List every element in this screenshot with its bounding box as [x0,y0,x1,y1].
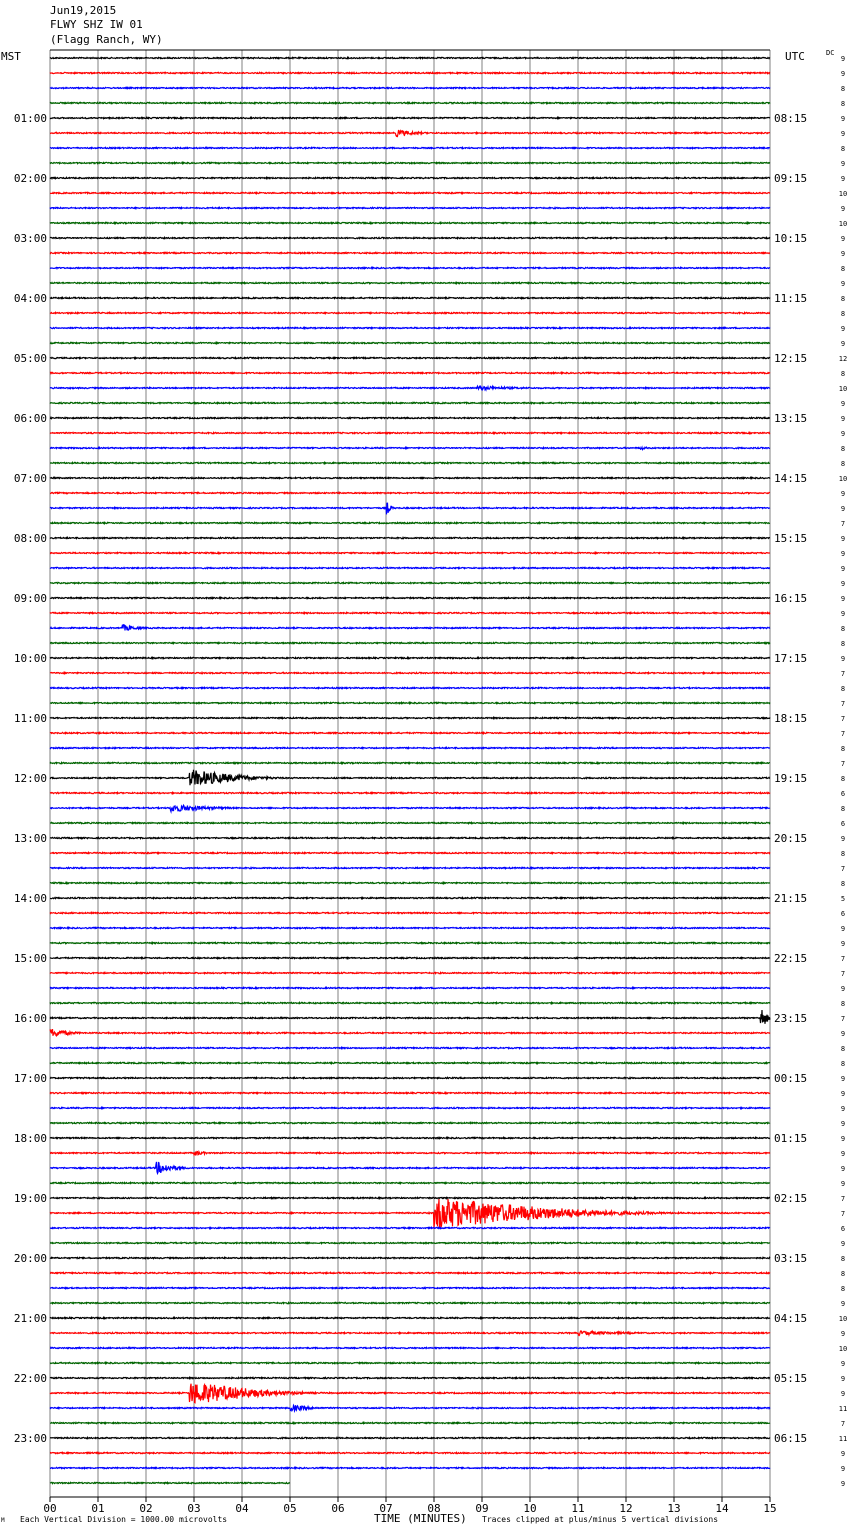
seismic-trace [50,252,770,253]
seismic-trace [50,1405,770,1411]
left-hour-label: 22:00 [13,1372,47,1385]
dc-value-label: 9 [840,175,846,183]
seismic-trace [50,342,770,343]
seismic-trace [50,732,770,733]
seismic-trace [50,1107,770,1108]
left-hour-label: 14:00 [13,892,47,905]
dc-value-label: 9 [840,655,846,663]
dc-value-label: 6 [840,820,846,828]
left-hour-label: 20:00 [13,1252,47,1265]
right-hour-label: 20:15 [774,832,808,845]
right-hour-label: 11:15 [774,292,808,305]
left-hour-label: 16:00 [13,1012,47,1025]
seismic-trace [50,882,770,883]
dc-value-label: 8 [840,85,846,93]
dc-value-label: 7 [840,970,846,978]
right-hour-label: 22:15 [774,952,808,965]
seismic-trace [50,1199,770,1229]
corner-mark: M [1,1517,5,1524]
seismic-trace [50,462,770,463]
dc-value-label: 9 [840,325,846,333]
left-hour-label: 17:00 [13,1072,47,1085]
seismic-trace [50,822,770,823]
seismic-trace [50,192,770,193]
seismic-trace [50,702,770,703]
right-hour-label: 15:15 [774,532,808,545]
seismic-trace [50,672,770,673]
seismic-trace [50,87,770,88]
dc-value-label: 9 [840,1135,846,1143]
dc-value-label: 8 [840,640,846,648]
dc-value-label: 8 [840,265,846,273]
seismic-trace [50,131,770,137]
left-hour-label: 08:00 [13,532,47,545]
x-tick-label: 05 [283,1502,297,1515]
seismic-trace [50,386,770,390]
dc-value-label: 8 [840,1255,846,1263]
seismic-trace [50,1047,770,1048]
seismic-trace [50,477,770,478]
right-hour-label: 06:15 [774,1432,808,1445]
date-label: Jun19,2015 [50,4,117,17]
dc-value-label: 5 [840,895,846,903]
seismic-trace [50,1362,770,1363]
seismic-trace [50,1122,770,1123]
x-tick-label: 03 [187,1502,201,1515]
dc-value-label: 8 [840,1270,846,1278]
right-hour-label: 12:15 [774,352,808,365]
dc-value-label: 8 [840,685,846,693]
dc-value-label: 10 [838,220,848,228]
dc-value-label: 9 [840,505,846,513]
seismic-trace [50,492,770,493]
seismic-trace [50,1002,770,1003]
seismic-trace [50,102,770,103]
seismic-trace [50,267,770,268]
right-hour-label: 08:15 [774,112,808,125]
dc-value-label: 7 [840,700,846,708]
seismic-trace [50,432,770,433]
dc-value-label: 9 [840,835,846,843]
dc-value-label: 8 [840,745,846,753]
seismic-trace [50,1137,770,1138]
dc-value-label: 6 [840,1225,846,1233]
seismic-trace [50,942,770,943]
seismic-trace [50,162,770,163]
dc-value-label: 8 [840,880,846,888]
dc-value-label: 9 [840,340,846,348]
right-hour-label: 18:15 [774,712,808,725]
dc-value-label: 9 [840,70,846,78]
dc-value-label: 9 [840,610,846,618]
station-label: FLWY SHZ IW 01 [50,18,143,31]
seismic-trace [50,1272,770,1273]
seismic-trace [50,1010,770,1024]
dc-value-label: 9 [840,565,846,573]
dc-value-label: 9 [840,595,846,603]
dc-value-label: 10 [838,1315,848,1323]
x-tick-label: 07 [379,1502,393,1515]
left-hour-label: 15:00 [13,952,47,965]
dc-value-label: 7 [840,955,846,963]
seismic-trace [50,372,770,373]
seismic-trace [50,312,770,313]
seismic-trace [50,1257,770,1258]
right-hour-label: 21:15 [774,892,808,905]
left-hour-label: 03:00 [13,232,47,245]
left-hour-label: 11:00 [13,712,47,725]
x-tick-label: 01 [91,1502,105,1515]
dc-value-label: 7 [840,1015,846,1023]
seismic-trace [50,612,770,613]
dc-value-label: 9 [840,1375,846,1383]
seismic-trace [50,762,770,763]
seismic-trace [50,912,770,913]
dc-value-label: 8 [840,775,846,783]
right-hour-label: 00:15 [774,1072,808,1085]
seismic-trace [50,1422,770,1423]
seismic-trace [50,1347,770,1348]
seismic-trace [50,357,770,358]
seismic-trace [50,522,770,523]
seismic-trace [50,117,770,118]
seismic-trace [50,177,770,178]
dc-value-label: 7 [840,670,846,678]
dc-value-label: 9 [840,1165,846,1173]
dc-value-label: 9 [840,205,846,213]
dc-header-label: DC [826,49,835,57]
dc-value-label: 8 [840,100,846,108]
seismic-trace [50,1197,770,1198]
seismic-trace [50,1077,770,1078]
dc-value-label: 9 [840,1180,846,1188]
seismic-trace [50,72,770,73]
dc-value-label: 8 [840,445,846,453]
right-hour-label: 03:15 [774,1252,808,1265]
seismic-trace [50,503,770,514]
clip-note: Traces clipped at plus/minus 5 vertical divisions [482,1515,719,1524]
dc-value-label: 9 [840,1090,846,1098]
scale-note: Each Vertical Division = 1000.00 microvolts [20,1515,228,1524]
dc-value-label: 9 [840,415,846,423]
seismic-trace [50,1227,770,1228]
seismic-trace [50,57,770,58]
dc-value-label: 9 [840,160,846,168]
left-hour-label: 01:00 [13,112,47,125]
dc-value-label: 6 [840,790,846,798]
dc-value-label: 10 [838,385,848,393]
right-hour-label: 17:15 [774,652,808,665]
seismic-trace [50,237,770,238]
dc-value-label: 9 [840,1330,846,1338]
seismic-trace [50,1467,770,1468]
dc-value-label: 7 [840,520,846,528]
seismic-trace [50,1029,770,1036]
dc-value-label: 11 [838,1405,848,1413]
dc-value-label: 8 [840,1060,846,1068]
right-hour-label: 16:15 [774,592,808,605]
seismic-trace [50,837,770,838]
right-hour-label: 14:15 [774,472,808,485]
dc-value-label: 9 [840,925,846,933]
dc-value-label: 11 [838,1435,848,1443]
x-tick-label: 13 [667,1502,681,1515]
dc-value-label: 9 [840,1390,846,1398]
dc-value-label: 9 [840,1300,846,1308]
dc-value-label: 9 [840,55,846,63]
seismic-trace [50,582,770,583]
seismic-trace [50,1162,770,1174]
seismic-trace [50,1242,770,1243]
dc-value-label: 9 [840,1450,846,1458]
seismic-trace [50,417,770,418]
left-hour-label: 23:00 [13,1432,47,1445]
right-hour-label: 02:15 [774,1192,808,1205]
seismic-trace [50,207,770,208]
seismic-trace [50,770,770,785]
seismic-trace [50,147,770,148]
left-hour-label: 04:00 [13,292,47,305]
seismic-trace [50,852,770,853]
seismic-trace [50,625,770,631]
left-hour-label: 02:00 [13,172,47,185]
dc-value-label: 8 [840,805,846,813]
right-hour-label: 01:15 [774,1132,808,1145]
seismic-trace [50,897,770,898]
seismic-trace [50,402,770,403]
dc-value-label: 8 [840,295,846,303]
seismic-trace [50,552,770,553]
dc-value-label: 9 [840,940,846,948]
seismic-trace [50,792,770,793]
dc-value-label: 9 [840,1240,846,1248]
dc-value-label: 8 [840,625,846,633]
x-tick-label: 02 [139,1502,153,1515]
dc-value-label: 6 [840,910,846,918]
right-hour-label: 09:15 [774,172,808,185]
seismic-trace [50,687,770,688]
location-label: (Flagg Ranch, WY) [50,33,163,46]
seismic-trace [50,747,770,748]
dc-value-label: 9 [840,1360,846,1368]
x-tick-label: 04 [235,1502,249,1515]
seismic-trace [50,222,770,223]
right-hour-label: 13:15 [774,412,808,425]
left-hour-label: 13:00 [13,832,47,845]
dc-value-label: 9 [840,1120,846,1128]
left-hour-label: 18:00 [13,1132,47,1145]
left-hour-label: 09:00 [13,592,47,605]
dc-value-label: 9 [840,280,846,288]
dc-value-label: 8 [840,370,846,378]
x-tick-label: 06 [331,1502,345,1515]
seismic-trace [50,717,770,718]
x-tick-label: 12 [619,1502,633,1515]
dc-value-label: 8 [840,460,846,468]
x-tick-label: 09 [475,1502,489,1515]
seismic-trace [50,297,770,298]
dc-value-label: 9 [840,1075,846,1083]
seismic-trace [50,327,770,328]
x-tick-label: 00 [43,1502,57,1515]
right-hour-label: 23:15 [774,1012,808,1025]
dc-value-label: 9 [840,235,846,243]
dc-value-label: 9 [840,985,846,993]
dc-value-label: 10 [838,190,848,198]
right-hour-label: 05:15 [774,1372,808,1385]
left-hour-label: 12:00 [13,772,47,785]
dc-value-label: 8 [840,1285,846,1293]
right-hour-label: 10:15 [774,232,808,245]
seismic-trace [50,1317,770,1318]
seismic-trace [50,867,770,868]
seismic-trace [50,282,770,283]
seismic-trace [50,1092,770,1093]
right-hour-label: 19:15 [774,772,808,785]
dc-value-label: 10 [838,1345,848,1353]
seismic-trace [50,1452,770,1453]
seismic-trace [50,1384,770,1403]
seismic-trace [50,537,770,538]
dc-value-label: 7 [840,865,846,873]
x-axis-title: TIME (MINUTES) [374,1512,467,1525]
left-hour-label: 19:00 [13,1192,47,1205]
dc-value-label: 7 [840,715,846,723]
dc-value-label: 8 [840,310,846,318]
left-timezone-label: MST [1,50,21,63]
left-hour-label: 10:00 [13,652,47,665]
seismic-trace [50,987,770,988]
seismic-trace [50,567,770,568]
dc-value-label: 9 [840,115,846,123]
dc-value-label: 10 [838,475,848,483]
seismic-trace [50,1287,770,1288]
left-hour-label: 07:00 [13,472,47,485]
seismic-trace [50,1302,770,1303]
seismic-trace [50,447,770,450]
seismic-trace [50,1152,770,1156]
seismic-trace [50,657,770,658]
seismic-trace [50,1482,290,1483]
dc-value-label: 9 [840,430,846,438]
seismic-trace [50,927,770,928]
left-hour-label: 05:00 [13,352,47,365]
seismic-trace [50,957,770,958]
x-tick-label: 15 [763,1502,777,1515]
dc-value-label: 9 [840,1480,846,1488]
dc-value-label: 8 [840,850,846,858]
dc-value-label: 9 [840,580,846,588]
dc-value-label: 9 [840,1465,846,1473]
seismic-trace [50,1377,770,1378]
dc-value-label: 8 [840,1045,846,1053]
dc-value-label: 9 [840,550,846,558]
x-tick-label: 14 [715,1502,729,1515]
dc-value-label: 9 [840,1030,846,1038]
dc-value-label: 7 [840,1210,846,1218]
dc-value-label: 9 [840,490,846,498]
seismic-trace [50,1437,770,1438]
seismic-trace [50,597,770,598]
x-tick-label: 10 [523,1502,537,1515]
x-tick-label: 11 [571,1502,585,1515]
seismic-trace [50,642,770,643]
dc-value-label: 9 [840,1105,846,1113]
dc-value-label: 9 [840,1150,846,1158]
dc-value-label: 8 [840,1000,846,1008]
dc-value-label: 12 [838,355,848,363]
dc-value-label: 8 [840,145,846,153]
dc-value-label: 9 [840,250,846,258]
seismic-trace [50,1062,770,1063]
right-timezone-label: UTC [785,50,805,63]
right-hour-label: 04:15 [774,1312,808,1325]
dc-value-label: 7 [840,760,846,768]
seismic-trace [50,805,770,811]
seismic-trace [50,972,770,973]
dc-value-label: 7 [840,1420,846,1428]
left-hour-label: 06:00 [13,412,47,425]
dc-value-label: 9 [840,400,846,408]
left-hour-label: 21:00 [13,1312,47,1325]
seismic-trace [50,1331,770,1335]
dc-value-label: 9 [840,535,846,543]
x-tick-label: 08 [427,1502,441,1515]
dc-value-label: 7 [840,730,846,738]
seismic-trace [50,1182,770,1183]
dc-value-label: 9 [840,130,846,138]
dc-value-label: 7 [840,1195,846,1203]
